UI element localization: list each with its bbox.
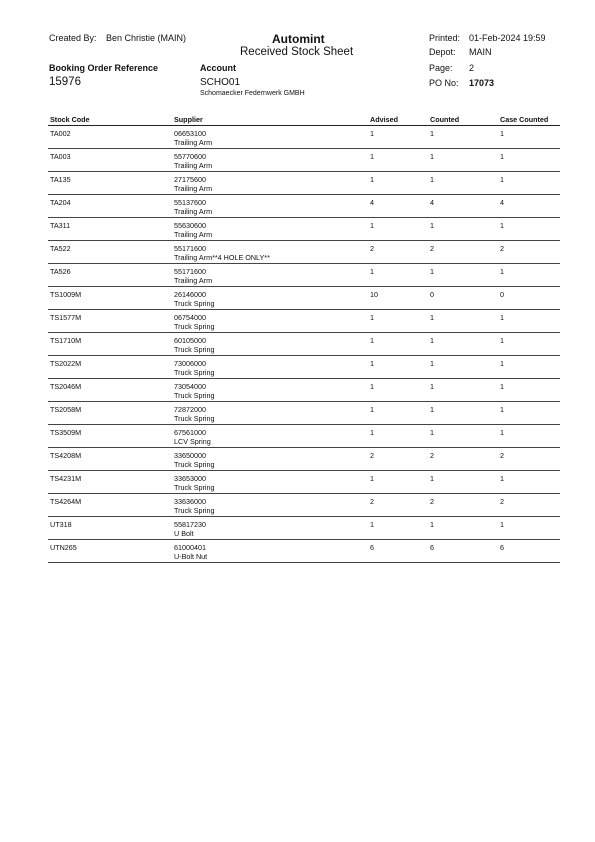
stock-code-cell: TS4231M bbox=[50, 474, 82, 483]
col-supplier: Supplier bbox=[174, 115, 203, 124]
stock-code-cell: UT318 bbox=[50, 520, 72, 529]
table-row bbox=[48, 195, 560, 218]
col-case-counted: Case Counted bbox=[500, 115, 549, 124]
supplier-code-cell: 60105000 bbox=[174, 336, 206, 345]
supplier-code-cell: 26146000 bbox=[174, 290, 206, 299]
supplier-code-cell: 55171600 bbox=[174, 267, 206, 276]
table-row bbox=[48, 517, 560, 540]
supplier-code-cell: 55137600 bbox=[174, 198, 206, 207]
case-counted-cell: 1 bbox=[500, 152, 504, 161]
counted-cell: 1 bbox=[430, 428, 434, 437]
stock-code-cell: TS4264M bbox=[50, 497, 82, 506]
counted-cell: 2 bbox=[430, 497, 434, 506]
supplier-code-cell: 33650000 bbox=[174, 451, 206, 460]
counted-cell: 1 bbox=[430, 474, 434, 483]
stock-code-cell: TS2022M bbox=[50, 359, 82, 368]
supplier-code-cell: 61000401 bbox=[174, 543, 206, 552]
stock-code-cell: TS1009M bbox=[50, 290, 82, 299]
table-header bbox=[48, 114, 560, 126]
advised-cell: 1 bbox=[370, 152, 374, 161]
description-cell: Truck Spring bbox=[174, 344, 215, 354]
case-counted-cell: 1 bbox=[500, 359, 504, 368]
supplier-code-cell: 27175600 bbox=[174, 175, 206, 184]
counted-cell: 1 bbox=[430, 221, 434, 230]
description-cell: Truck Spring bbox=[174, 298, 215, 308]
booking-ref-label: Booking Order Reference bbox=[49, 63, 159, 73]
counted-cell: 4 bbox=[430, 198, 434, 207]
account-label: Account bbox=[200, 63, 236, 73]
counted-cell: 0 bbox=[430, 290, 434, 299]
advised-cell: 1 bbox=[370, 267, 374, 276]
supplier-code-cell: 67561000 bbox=[174, 428, 206, 437]
advised-cell: 10 bbox=[370, 290, 378, 299]
table-row bbox=[48, 172, 560, 195]
stock-code-cell: TS1577M bbox=[50, 313, 82, 322]
description-cell: Trailing Arm bbox=[174, 183, 213, 193]
stock-code-cell: TS3509M bbox=[50, 428, 82, 437]
col-counted: Counted bbox=[430, 115, 460, 124]
table-row bbox=[48, 471, 560, 494]
description-cell: Truck Spring bbox=[174, 459, 215, 469]
table-row bbox=[48, 402, 560, 425]
advised-cell: 1 bbox=[370, 428, 374, 437]
description-cell: LCV Spring bbox=[174, 436, 211, 446]
case-counted-cell: 2 bbox=[500, 244, 504, 253]
table-row bbox=[48, 540, 560, 563]
description-cell: Truck Spring bbox=[174, 390, 215, 400]
sheet-title: Received Stock Sheet bbox=[240, 46, 354, 58]
col-stock-code: Stock Code bbox=[50, 115, 90, 124]
case-counted-cell: 1 bbox=[500, 520, 504, 529]
advised-cell: 1 bbox=[370, 359, 374, 368]
advised-cell: 1 bbox=[370, 175, 374, 184]
description-cell: Truck Spring bbox=[174, 413, 215, 423]
description-cell: Trailing Arm bbox=[174, 229, 213, 239]
case-counted-cell: 1 bbox=[500, 313, 504, 322]
counted-cell: 1 bbox=[430, 405, 434, 414]
counted-cell: 1 bbox=[430, 382, 434, 391]
advised-cell: 1 bbox=[370, 382, 374, 391]
case-counted-cell: 2 bbox=[500, 451, 504, 460]
company-name: Automint bbox=[272, 32, 325, 46]
case-counted-cell: 1 bbox=[500, 336, 504, 345]
po-value: 17073 bbox=[469, 78, 495, 88]
stock-code-cell: TA135 bbox=[50, 175, 71, 184]
case-counted-cell: 6 bbox=[500, 543, 504, 552]
supplier-code-cell: 33636000 bbox=[174, 497, 206, 506]
counted-cell: 2 bbox=[430, 451, 434, 460]
description-cell: Trailing Arm bbox=[174, 160, 213, 170]
supplier-code-cell: 55770600 bbox=[174, 152, 206, 161]
advised-cell: 1 bbox=[370, 221, 374, 230]
case-counted-cell: 1 bbox=[500, 428, 504, 437]
supplier-code-cell: 55817230 bbox=[174, 520, 206, 529]
stock-table bbox=[48, 114, 560, 563]
stock-code-cell: TS4208M bbox=[50, 451, 82, 460]
supplier-code-cell: 73054000 bbox=[174, 382, 206, 391]
description-cell: Trailing Arm bbox=[174, 275, 213, 285]
stock-code-cell: TA003 bbox=[50, 152, 71, 161]
supplier-code-cell: 06754000 bbox=[174, 313, 206, 322]
table-row bbox=[48, 333, 560, 356]
table-row bbox=[48, 218, 560, 241]
case-counted-cell: 1 bbox=[500, 175, 504, 184]
case-counted-cell: 4 bbox=[500, 198, 504, 207]
stock-code-cell: TA311 bbox=[50, 221, 71, 230]
advised-cell: 6 bbox=[370, 543, 374, 552]
stock-code-cell: UTN265 bbox=[50, 543, 77, 552]
account-value: SCHO01 bbox=[200, 77, 241, 88]
case-counted-cell: 0 bbox=[500, 290, 504, 299]
case-counted-cell: 1 bbox=[500, 405, 504, 414]
table-row bbox=[48, 149, 560, 172]
table-row bbox=[48, 241, 560, 264]
description-cell: Trailing Arm bbox=[174, 206, 213, 216]
case-counted-cell: 1 bbox=[500, 129, 504, 138]
counted-cell: 1 bbox=[430, 336, 434, 345]
case-counted-cell: 1 bbox=[500, 267, 504, 276]
description-cell: Trailing Arm**4 HOLE ONLY** bbox=[174, 252, 270, 262]
table-row bbox=[48, 379, 560, 402]
advised-cell: 2 bbox=[370, 244, 374, 253]
created-by-label: Created By: bbox=[49, 33, 97, 43]
stock-code-cell: TS2046M bbox=[50, 382, 82, 391]
table-body bbox=[48, 126, 560, 563]
counted-cell: 1 bbox=[430, 152, 434, 161]
advised-cell: 1 bbox=[370, 474, 374, 483]
counted-cell: 1 bbox=[430, 129, 434, 138]
table-row bbox=[48, 126, 560, 149]
supplier-code-cell: 06653100 bbox=[174, 129, 206, 138]
counted-cell: 1 bbox=[430, 359, 434, 368]
advised-cell: 1 bbox=[370, 336, 374, 345]
page-value: 2 bbox=[469, 63, 475, 73]
counted-cell: 2 bbox=[430, 244, 434, 253]
description-cell: Truck Spring bbox=[174, 482, 215, 492]
description-cell: Truck Spring bbox=[174, 367, 215, 377]
table-row bbox=[48, 425, 560, 448]
table-row bbox=[48, 448, 560, 471]
advised-cell: 2 bbox=[370, 497, 374, 506]
created-by-value: Ben Christie (MAIN) bbox=[106, 33, 187, 43]
description-cell: Truck Spring bbox=[174, 505, 215, 515]
printed-value: 01-Feb-2024 19:59 bbox=[469, 33, 546, 43]
table-row bbox=[48, 287, 560, 310]
supplier-code-cell: 73006000 bbox=[174, 359, 206, 368]
depot-label: Depot: bbox=[429, 47, 456, 57]
stock-code-cell: TA526 bbox=[50, 267, 71, 276]
advised-cell: 1 bbox=[370, 520, 374, 529]
advised-cell: 4 bbox=[370, 198, 374, 207]
case-counted-cell: 2 bbox=[500, 497, 504, 506]
col-advised: Advised bbox=[370, 115, 398, 124]
counted-cell: 1 bbox=[430, 175, 434, 184]
supplier-code-cell: 55171600 bbox=[174, 244, 206, 253]
printed-label: Printed: bbox=[429, 33, 461, 43]
case-counted-cell: 1 bbox=[500, 382, 504, 391]
stock-code-cell: TA522 bbox=[50, 244, 71, 253]
account-name: Schomaecker Federnwerk GMBH bbox=[200, 90, 305, 97]
stock-code-cell: TS1710M bbox=[50, 336, 82, 345]
case-counted-cell: 1 bbox=[500, 474, 504, 483]
description-cell: U-Bolt Nut bbox=[174, 551, 208, 561]
depot-value: MAIN bbox=[469, 47, 492, 57]
stock-code-cell: TS2058M bbox=[50, 405, 82, 414]
advised-cell: 1 bbox=[370, 313, 374, 322]
counted-cell: 1 bbox=[430, 520, 434, 529]
booking-ref-value: 15976 bbox=[49, 76, 81, 88]
table-row bbox=[48, 264, 560, 287]
counted-cell: 1 bbox=[430, 313, 434, 322]
supplier-code-cell: 55630600 bbox=[174, 221, 206, 230]
counted-cell: 6 bbox=[430, 543, 434, 552]
advised-cell: 2 bbox=[370, 451, 374, 460]
supplier-code-cell: 33653000 bbox=[174, 474, 206, 483]
case-counted-cell: 1 bbox=[500, 221, 504, 230]
description-cell: Trailing Arm bbox=[174, 137, 213, 147]
counted-cell: 1 bbox=[430, 267, 434, 276]
stock-code-cell: TA204 bbox=[50, 198, 71, 207]
stock-code-cell: TA002 bbox=[50, 129, 71, 138]
po-label: PO No: bbox=[429, 78, 459, 88]
description-cell: Truck Spring bbox=[174, 321, 215, 331]
table-row bbox=[48, 356, 560, 379]
supplier-code-cell: 72872000 bbox=[174, 405, 206, 414]
table-row bbox=[48, 310, 560, 333]
advised-cell: 1 bbox=[370, 405, 374, 414]
description-cell: U Bolt bbox=[174, 528, 194, 538]
page-label: Page: bbox=[429, 63, 453, 73]
table-row bbox=[48, 494, 560, 517]
advised-cell: 1 bbox=[370, 129, 374, 138]
